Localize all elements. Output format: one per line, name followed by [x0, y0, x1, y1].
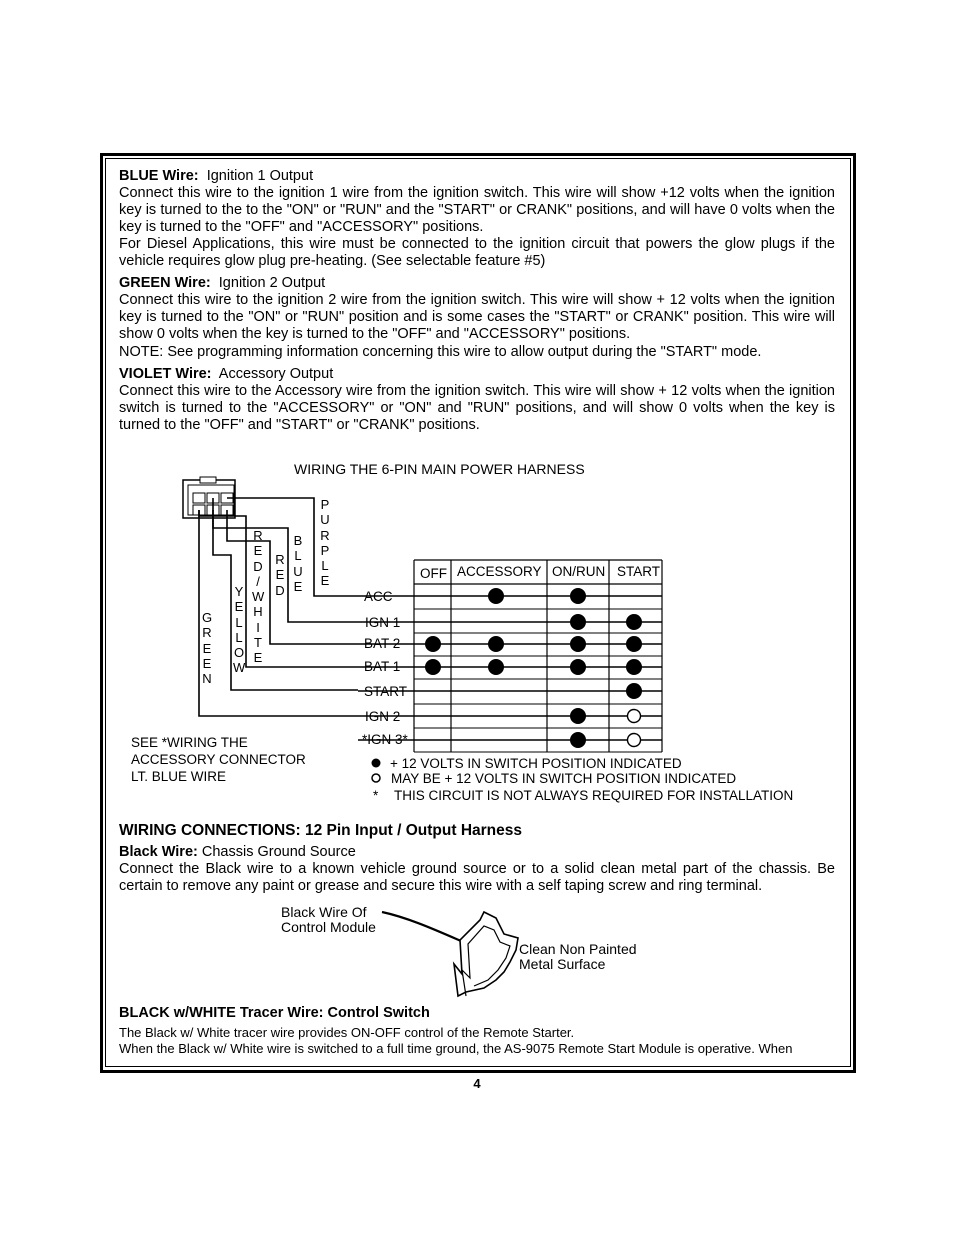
wire-label-letter: L	[235, 629, 243, 645]
wire-label-letter: E	[320, 573, 330, 589]
black-white-heading: BLACK w/WHITE Tracer Wire: Control Switch	[119, 1005, 430, 1021]
wire-label-letter: R	[253, 528, 263, 543]
legend-asterisk: *	[373, 788, 379, 803]
filled-dot-icon	[571, 615, 586, 630]
filled-dot-icon	[571, 589, 586, 604]
wire-label-letter: W	[233, 660, 246, 676]
wire-label-letter: D	[253, 558, 263, 574]
wire-label-red-white	[252, 528, 264, 666]
wire-label-line: Control Module	[281, 919, 376, 935]
filled-dot-icon	[627, 660, 642, 675]
blue-wire-heading: BLUE Wire:	[119, 168, 199, 184]
wire-label-letter: U	[293, 563, 303, 579]
black-wire-lead	[382, 912, 468, 944]
wire-label-letter: L	[294, 548, 302, 564]
wire-label-letter: W	[252, 589, 265, 605]
side-note-line: ACCESSORY CONNECTOR	[131, 752, 306, 767]
wire-label-letter: E	[253, 543, 263, 559]
wire-label-letter: I	[256, 619, 260, 635]
row-label-bat2: BAT 2	[364, 636, 401, 651]
legend-open: MAY BE + 12 VOLTS IN SWITCH POSITION INDICATED	[391, 771, 737, 786]
wire-label-letter: R	[202, 625, 212, 641]
surface-label-line: Clean Non Painted	[519, 941, 637, 957]
black-white-line-1: The Black w/ White tracer wire provides ON-OFF control of the Remote Starter.	[119, 1025, 575, 1040]
violet-wire-body: Connect this wire to the Accessory wire from the ignition switch. This wire will show + 12 volts when the ignition switch is turned to the "ACCESSORY" or "ON" and "RUN" positions, and will show 0 volts when the key is turned to the "OFF" and "START" or "CRANK" positions.	[119, 383, 835, 433]
filled-dot-icon	[571, 709, 586, 724]
surface-label-line: Metal Surface	[519, 956, 606, 972]
illustration-surface-label	[519, 942, 637, 972]
black-wire-body: Connect the Black wire to a known vehicle ground source or to a solid clean metal part of the chassis. Be certain to remove any paint or grease and secure this wire with a self taping screw and ring terminal.	[119, 861, 835, 894]
wire-label-red	[274, 552, 286, 598]
wire-label-letter: R	[275, 552, 285, 567]
filled-dot-icon	[571, 637, 586, 652]
row-label-acc: ACC	[364, 589, 393, 604]
row-label-ign3: *IGN 3*	[362, 732, 408, 747]
row-label-bat1: BAT 1	[364, 659, 401, 674]
black-wire-subtitle: Chassis Ground Source	[201, 844, 356, 860]
wire-label-letter: T	[254, 635, 262, 651]
side-note-line: SEE *WIRING THE	[131, 735, 248, 750]
legend-star: THIS CIRCUIT IS NOT ALWAYS REQUIRED FOR INSTALLATION	[394, 788, 794, 803]
black-wire-header	[119, 844, 356, 861]
filled-dot-icon	[426, 660, 441, 675]
blue-wire-subtitle: Ignition 1 Output	[206, 168, 314, 184]
wire-label-letter: O	[233, 645, 245, 661]
filled-dot-icon	[489, 589, 504, 604]
wire-label-yellow	[233, 584, 245, 676]
wire-label-letter: B	[293, 533, 303, 548]
wire-label-letter: E	[293, 578, 303, 594]
filled-dot-icon	[627, 637, 642, 652]
wire-label-letter: P	[320, 497, 330, 512]
green-wire-body: Connect this wire to the ignition 2 wire from the ignition switch. This wire will show + 12 volts when the ignition key is turned to the "ON" or "RUN" position and is some cases the "START" or CRANK" position. This wire will show 0 volts when the key is turned to the "OFF" and "ACCESSORY" positions.	[119, 292, 835, 342]
wire-label-letter: L	[235, 614, 243, 630]
black-wire-heading: Black Wire:	[119, 844, 198, 860]
wire-label-letter: R	[320, 527, 330, 543]
column-off: OFF	[420, 566, 447, 581]
wire-label-letter: E	[275, 567, 285, 583]
page-number: 4	[473, 1076, 481, 1091]
green-wire	[199, 510, 358, 716]
column-start: START	[617, 564, 661, 579]
illustration-wire-label	[281, 905, 376, 935]
filled-dot-icon	[489, 660, 504, 675]
filled-dot-icon	[372, 759, 381, 768]
open-dot-icon	[628, 734, 641, 747]
filled-dot-icon	[627, 684, 642, 699]
violet-wire-heading: VIOLET Wire:	[119, 366, 212, 382]
filled-dot-icon	[426, 637, 441, 652]
wire-label-letter: N	[202, 671, 212, 687]
wire-label-letter: E	[253, 650, 263, 666]
open-dot-icon	[372, 774, 380, 782]
wire-label-purple	[319, 497, 331, 589]
wire-label-blue	[292, 533, 304, 594]
wire-label-letter: D	[275, 582, 285, 598]
diagram-title: WIRING THE 6-PIN MAIN POWER HARNESS	[294, 461, 585, 477]
wire-label-green	[201, 610, 213, 686]
wire-label-letter: U	[320, 512, 330, 528]
wire-label-line: Black Wire Of	[281, 904, 367, 920]
row-label-ign1: IGN 1	[365, 615, 401, 630]
wire-label-letter: Y	[234, 584, 244, 599]
legend-filled: + 12 VOLTS IN SWITCH POSITION INDICATED	[390, 756, 682, 771]
column-accessory: ACCESSORY	[457, 564, 542, 579]
green-wire-subtitle: Ignition 2 Output	[218, 275, 326, 291]
blue-wire-body: Connect this wire to the ignition 1 wire from the ignition switch. This wire will show +12 volts when the ignition key is turned to the to the "ON" or "RUN" and the "START" or CRANK" positions, and will have 0 volts when the key is turned to the "OFF" and "ACCESSORY" positions.	[119, 185, 835, 235]
wire-label-letter: L	[321, 558, 329, 574]
wire-label-letter: H	[253, 604, 263, 620]
wire-label-letter: E	[202, 655, 212, 671]
switch-position-table	[358, 560, 662, 752]
harness-wires	[199, 498, 358, 716]
filled-dot-icon	[571, 733, 586, 748]
side-note-line: LT. BLUE WIRE	[131, 769, 227, 784]
green-wire-heading: GREEN Wire:	[119, 275, 211, 291]
legend-icons	[368, 757, 384, 787]
row-label-ign2: IGN 2	[365, 709, 401, 724]
column-on-run: ON/RUN	[552, 564, 606, 579]
accessory-connector-note	[131, 734, 306, 785]
green-wire-note: NOTE: See programming information concerning this wire to allow output during the "START" mode.	[119, 344, 762, 360]
filled-dot-icon	[571, 660, 586, 675]
filled-dot-icon	[489, 637, 504, 652]
row-label-start: START	[364, 684, 408, 699]
filled-dot-icon	[627, 615, 642, 630]
wire-label-letter: E	[234, 599, 244, 615]
wire-label-letter: /	[256, 573, 260, 589]
open-dot-icon	[628, 710, 641, 723]
wire-label-letter: P	[320, 542, 330, 558]
connections-heading: WIRING CONNECTIONS: 12 Pin Input / Output Harness	[119, 822, 523, 839]
wire-label-letter: G	[201, 610, 213, 625]
blue-wire-diesel-note: For Diesel Applications, this wire must be connected to the ignition circuit that powers the glow plugs if the vehicle requires glow plug pre-heating. (See selectable feature #5)	[119, 236, 835, 269]
black-white-line-2: When the Black w/ White wire is switched to a full time ground, the AS-9075 Remote Start Module is operative. When	[119, 1041, 793, 1056]
violet-wire-subtitle: Accessory Output	[218, 366, 334, 382]
wire-label-letter: E	[202, 640, 212, 656]
